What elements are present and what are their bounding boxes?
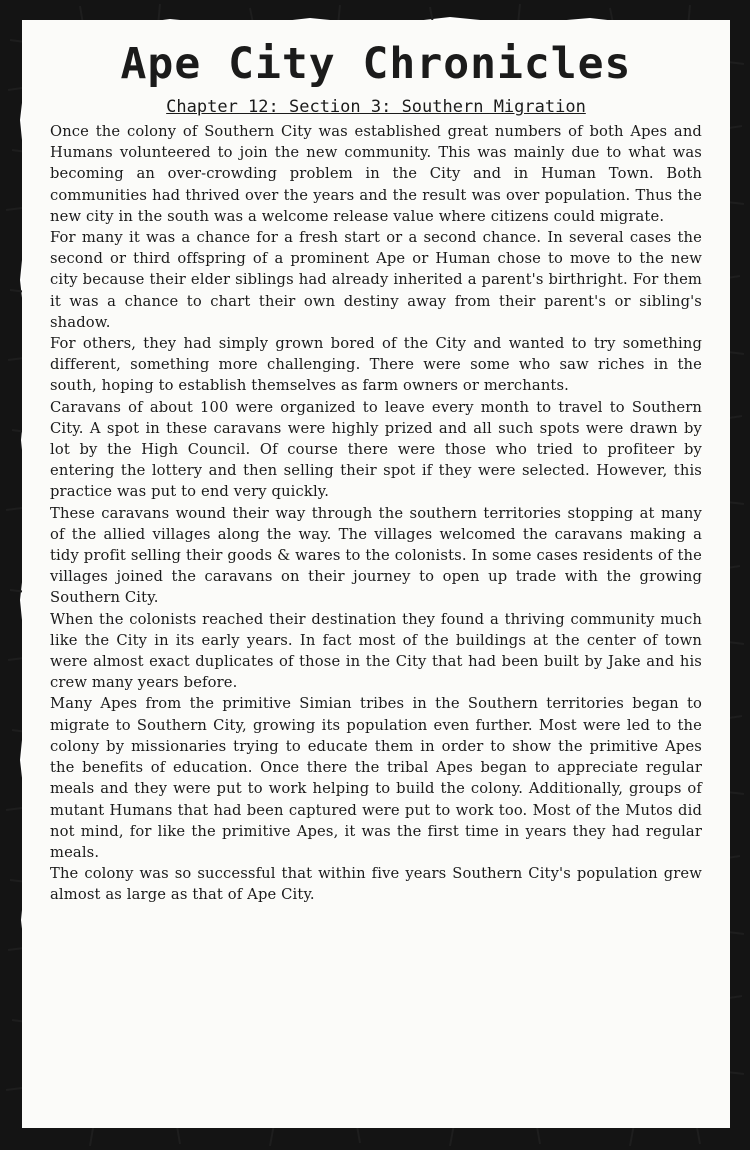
paragraph: When the colonists reached their destination they found a thriving community much like the City in its early years. In fact most of the buildings at the center of town were almost exact duplicates of those in the City that had been built by Jake and his crew many years before. (50, 610, 702, 692)
document-page (50, 34, 702, 1114)
paragraph: Once the colony of Southern City was established great numbers of both Apes and Humans volunteered to join the new community. This was mainly due to what was becoming an over-crowding problem in the City and in Human Town. Both communities had thrived over the years and the result was over population. Thus the new city in the south was a welcome release value where citizens could migrate. (50, 123, 702, 225)
paragraph: For many it was a chance for a fresh start or a second chance. In several cases the second or third offspring of a prominent Ape or Human chose to move to the new city because their elder siblings had already inherited a parent's birthright. For them it was a chance to chart their own destiny away from their parent's or sibling's shadow. (50, 229, 702, 331)
paragraph: The colony was so successful that within five years Southern City's population grew almost as large as that of Ape City. (50, 865, 702, 904)
document-title: Ape City Chronicles (120, 39, 632, 89)
paragraph: Caravans of about 100 were organized to leave every month to travel to Southern City. A spot in these caravans were highly prized and all such spots were drawn by lot by the High Council. Of course there were those who tried to profiteer by entering the lottery and then selling their spot if they were selected. However, this practice was put to end very quickly. (50, 398, 702, 501)
paragraph: For others, they had simply grown bored of the City and wanted to try something different, something more challenging. There were some who saw riches in the south, hoping to establish themselves as farm owners or merchants. (50, 335, 702, 395)
paragraph: Many Apes from the primitive Simian tribes in the Southern territories began to migrate to Southern City, growing its population even further. Most were led to the colony by missionaries trying to educate them in order to show the primitive Apes the benefits of education. Once there the tribal Apes began to appreciate regular meals and they were put to work helping to build the colony. Additionally, groups of mutant Humans that had been captured were put to work too. Most of the Mutos did not mind, for like the primitive Apes, it was the first time in years they had regular meals. (50, 695, 702, 861)
paragraph: These caravans wound their way through the southern territories stopping at many of the allied villages along the way. The villages welcomed the caravans making a tidy profit selling their goods & wares to the colonists. In some cases residents of the villages joined the caravans on their journey to open up trade with the growing Southern City. (50, 504, 702, 607)
chapter-heading: Chapter 12: Section 3: Southern Migration (166, 97, 586, 117)
